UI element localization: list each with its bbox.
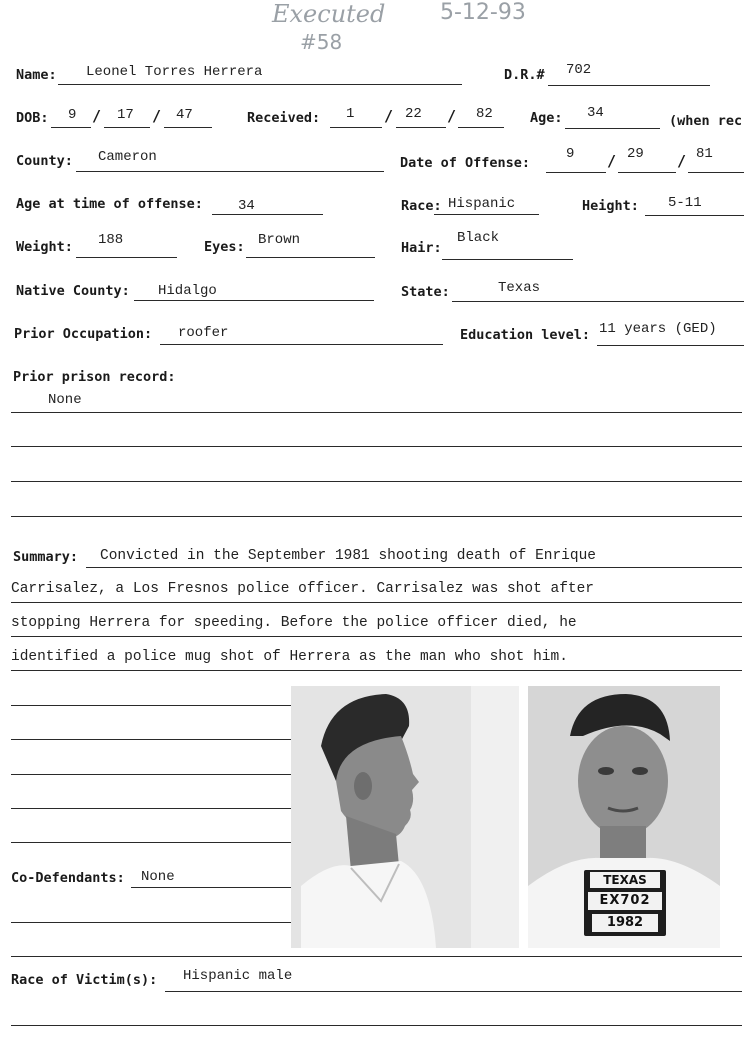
summary-line-2: Carrisalez, a Los Fresnos police officer. Carrisalez was shot after (11, 581, 594, 597)
summary-rule-1 (86, 567, 742, 568)
offense-slash-2: / (677, 152, 687, 170)
race-value: Hispanic (448, 196, 516, 212)
summary-label: Summary: (13, 549, 79, 565)
executed-annotation: Executed (272, 0, 386, 28)
received-month-line (330, 127, 382, 128)
received-month: 1 (346, 106, 355, 122)
race-victim-value: Hispanic male (183, 968, 293, 984)
offense-year-line (688, 172, 744, 173)
summary-line-4: identified a police mug shot of Herrera as the man who shot him. (11, 649, 568, 665)
hair-value: Black (457, 230, 500, 246)
received-slash-1: / (384, 107, 394, 125)
prior-prison-label: Prior prison record: (13, 369, 176, 385)
education-label: Education level: (460, 327, 591, 343)
prior-prison-line-2 (11, 446, 742, 447)
name-value: Leonel Torres Herrera (86, 64, 263, 80)
blank-line-6 (11, 922, 291, 923)
blank-line-4 (11, 808, 291, 809)
height-label: Height: (582, 198, 639, 214)
execution-number-annotation: #58 (300, 30, 343, 54)
race-line (434, 214, 539, 215)
age-offense-line (212, 214, 323, 215)
education-value: 11 years (GED) (599, 321, 717, 337)
received-day-line (396, 127, 446, 128)
race-victim-line (165, 991, 742, 992)
name-label: Name: (16, 67, 57, 83)
received-label: Received: (247, 110, 321, 126)
prior-occupation-line (160, 344, 443, 345)
dr-label: D.R.# (504, 67, 545, 83)
dob-slash-2: / (152, 107, 162, 125)
height-value: 5-11 (668, 195, 702, 211)
age-offense-value: 34 (238, 198, 255, 214)
offense-day-line (618, 172, 676, 173)
prior-occupation-value: roofer (178, 325, 229, 341)
offense-slash-1: / (607, 152, 617, 170)
age-value: 34 (587, 105, 604, 121)
state-value: Texas (498, 280, 541, 296)
offense-month: 9 (566, 146, 575, 162)
dob-label: DOB: (16, 110, 49, 126)
native-county-line (134, 300, 374, 301)
placard-year: 1982 (592, 914, 658, 932)
age-label: Age: (530, 110, 563, 126)
age-note: (when rec (669, 113, 743, 129)
height-line (645, 215, 744, 216)
execution-date-annotation: 5-12-93 (440, 0, 526, 25)
state-label: State: (401, 284, 450, 300)
weight-value: 188 (98, 232, 124, 248)
dob-day-line (104, 127, 150, 128)
summary-rule-2 (11, 602, 742, 603)
hair-label: Hair: (401, 240, 442, 256)
county-line (76, 171, 384, 172)
received-year: 82 (476, 106, 493, 122)
blank-line-2 (11, 739, 291, 740)
prior-prison-line-3 (11, 481, 742, 482)
weight-label: Weight: (16, 239, 73, 255)
prior-prison-value: None (48, 392, 82, 408)
dob-month-line (51, 127, 91, 128)
blank-line-5 (11, 842, 291, 843)
education-line (597, 345, 744, 346)
offense-month-line (546, 172, 606, 173)
dob-day: 17 (117, 107, 134, 123)
offense-day: 29 (627, 146, 644, 162)
blank-line-8 (11, 1025, 742, 1026)
summary-rule-4 (11, 670, 742, 671)
summary-rule-3 (11, 636, 742, 637)
dob-year: 47 (176, 107, 193, 123)
prior-occupation-label: Prior Occupation: (14, 326, 153, 342)
codefendants-label: Co-Defendants: (11, 870, 125, 886)
county-value: Cameron (98, 149, 157, 165)
summary-line-3: stopping Herrera for speeding. Before the police officer died, he (11, 615, 577, 631)
dob-month: 9 (68, 107, 77, 123)
placard-number: EX702 (588, 892, 662, 910)
summary-line-1: Convicted in the September 1981 shooting death of Enrique (100, 548, 596, 564)
name-line (58, 84, 462, 85)
race-victim-label: Race of Victim(s): (11, 972, 158, 988)
native-county-label: Native County: (16, 283, 130, 299)
age-line (565, 128, 660, 129)
hair-line (442, 259, 573, 260)
received-slash-2: / (447, 107, 457, 125)
eyes-value: Brown (258, 232, 301, 248)
received-day: 22 (405, 106, 422, 122)
mugshot-profile-photo (291, 686, 519, 948)
dob-slash-1: / (92, 107, 102, 125)
dr-line (548, 85, 710, 86)
profile-silhouette-icon (291, 686, 519, 948)
date-offense-label: Date of Offense: (400, 155, 531, 171)
blank-line-7 (11, 956, 742, 957)
blank-line-3 (11, 774, 291, 775)
county-label: County: (16, 153, 73, 169)
prior-prison-line-1 (11, 412, 742, 413)
received-year-line (458, 127, 504, 128)
codefendants-line (131, 887, 291, 888)
eyes-label: Eyes: (204, 239, 245, 255)
native-county-value: Hidalgo (158, 283, 217, 299)
eyes-line (246, 257, 375, 258)
prior-prison-line-4 (11, 516, 742, 517)
dr-value: 702 (566, 62, 592, 78)
codefendants-value: None (141, 869, 175, 885)
blank-line-1 (11, 705, 291, 706)
mugshot-front-photo (528, 686, 720, 948)
offense-year: 81 (696, 146, 713, 162)
state-line (452, 301, 744, 302)
placard-state: TEXAS (590, 872, 660, 888)
weight-line (76, 257, 177, 258)
inmate-placard (584, 870, 666, 936)
race-label: Race: (401, 198, 442, 214)
age-offense-label: Age at time of offense: (16, 196, 203, 212)
dob-year-line (164, 127, 212, 128)
